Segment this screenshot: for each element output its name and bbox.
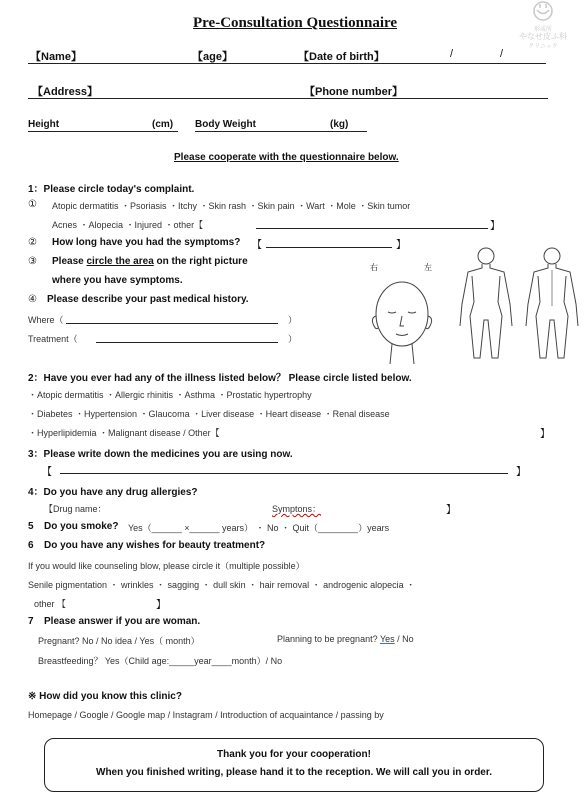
height-field[interactable]: [28, 131, 178, 132]
right-side-label: 右: [370, 263, 378, 272]
treatment-label: Treatment（: [28, 334, 78, 344]
age-label: 【age】: [192, 51, 233, 63]
paren-close-treatment: ）: [288, 334, 298, 344]
symptom-duration-question: How long have you had the symptoms?: [52, 237, 241, 248]
beauty-options[interactable]: Senile pigmentation ・ wrinkles ・ sagging ・ dull skin ・ hair removal ・ androgenic alopecia ・: [28, 580, 416, 590]
q3-bracket-close: 】: [516, 467, 526, 478]
logo-text-2: やなせ皮ふ科: [519, 32, 567, 41]
q2-title: 2：Have you ever had any of the illness listed below？ Please circle listed below.: [28, 373, 412, 384]
smoking-options[interactable]: Yes（______ ×______ years） ・ No ・ Quit（________）years: [128, 523, 390, 533]
q6-bracket-close: 】: [156, 600, 166, 611]
clinic-logo: [503, 0, 583, 48]
logo-text-1: 形成所: [533, 27, 552, 33]
name-field[interactable]: [28, 63, 546, 64]
breastfeeding-options[interactable]: Breastfeeding？ Yes（Child age:_____year____month）/ No: [38, 656, 283, 666]
q6-title: Do you have any wishes for beauty treatment?: [44, 540, 266, 551]
symptom-duration-field[interactable]: [266, 247, 392, 248]
illness-list-row3[interactable]: ・Hyperlipidemia ・Malignant disease / Other【: [28, 428, 220, 438]
q1-num-4: ④: [28, 294, 37, 305]
pregnant-options[interactable]: Pregnant? No / No idea / Yes（ month）: [38, 636, 200, 646]
other-complaint-field[interactable]: [256, 228, 488, 229]
clinic-logo-icon: [523, 0, 563, 22]
q4-title: 4：Do you have any drug allergies?: [28, 487, 198, 498]
cm-label: (cm): [152, 119, 174, 130]
treatment-field[interactable]: [96, 342, 278, 343]
beauty-other-label: other 【: [34, 599, 67, 609]
left-side-label: 左: [424, 263, 432, 272]
where-field[interactable]: [66, 323, 278, 324]
weight-field[interactable]: [195, 131, 367, 132]
medicine-field[interactable]: [60, 473, 508, 474]
q6-num: 6: [28, 540, 34, 551]
footer-instructions: When you finished writing, please hand it to the reception. We will call you in order.: [96, 767, 492, 778]
page-title: Pre-Consultation Questionnaire: [193, 15, 398, 31]
dob-label: 【Date of birth】: [298, 51, 385, 63]
footer-box: [44, 738, 544, 792]
where-label: Where（: [28, 315, 64, 325]
q2-bracket-close: 】: [540, 429, 550, 440]
symptoms-label: Symptons：: [272, 504, 322, 514]
footer-thanks: Thank you for your cooperation!: [217, 749, 371, 760]
circle-area-instruction: Please circle the area on the right picture: [52, 256, 248, 267]
q8-title: ※ How did you know this clinic?: [28, 691, 182, 702]
drug-name-label: 【Drug name：: [44, 504, 107, 514]
illness-list-row2[interactable]: ・Diabetes ・Hypertension ・Glaucoma ・Liver disease ・Heart disease ・Renal disease: [28, 409, 390, 419]
q4-bracket-close: 】: [446, 505, 456, 516]
intro-text: Please cooperate with the questionnaire below.: [174, 152, 399, 163]
beauty-subtitle: If you would like counseling blow, please circle it（multiple possible）: [28, 561, 305, 571]
referral-options[interactable]: Homepage / Google / Google map / Instagram / Introduction of acquaintance / passing by: [28, 710, 384, 720]
bracket-open-2: 【: [252, 240, 262, 251]
kg-label: (kg): [330, 119, 349, 130]
q5-title: Do you smoke?: [44, 521, 119, 532]
q1-num-1: ①: [28, 199, 37, 210]
complaint-list-row1[interactable]: Atopic dermatitis ・Psoriasis ・Itchy ・Skin rash ・Skin pain ・Wart ・Mole ・Skin tumor: [52, 201, 411, 211]
circle-area-instruction-2: where you have symptoms.: [52, 275, 183, 286]
dob-slash-2: /: [500, 48, 504, 60]
illness-list-row1[interactable]: ・Atopic dermatitis ・Allergic rhinitis ・Asthma ・Prostatic hypertrophy: [28, 390, 312, 400]
bracket-close-1: 】: [490, 221, 500, 232]
q1-title: 1：Please circle today's complaint.: [28, 184, 195, 195]
planning-pregnancy-options[interactable]: Planning to be pregnant? Yes / No: [277, 634, 414, 644]
body-front-diagram[interactable]: [456, 246, 516, 366]
address-label: 【Address】: [32, 86, 99, 98]
complaint-list-row2[interactable]: Acnes ・Alopecia ・Injured ・other【: [52, 220, 204, 230]
bracket-close-2: 】: [396, 240, 406, 251]
name-label: 【Name】: [30, 51, 82, 63]
logo-text-3: クリニック: [528, 44, 558, 50]
height-label: Height: [28, 119, 60, 130]
q5-num: 5: [28, 521, 34, 532]
q3-bracket-open: 【: [42, 467, 52, 478]
q7-num: 7: [28, 616, 34, 627]
medical-history-question: Please describe your past medical history.: [47, 294, 249, 305]
body-weight-label: Body Weight: [195, 119, 256, 130]
q7-title: Please answer if you are woman.: [44, 616, 201, 627]
dob-slash-1: /: [450, 48, 454, 60]
q1-num-2: ②: [28, 237, 37, 248]
address-field[interactable]: [28, 98, 548, 99]
face-diagram[interactable]: [366, 272, 446, 368]
paren-close-where: ）: [288, 315, 298, 325]
body-back-diagram[interactable]: [522, 246, 582, 366]
q3-title: 3：Please write down the medicines you are using now.: [28, 449, 293, 460]
q1-num-3: ③: [28, 256, 37, 267]
phone-label: 【Phone number】: [304, 86, 404, 98]
